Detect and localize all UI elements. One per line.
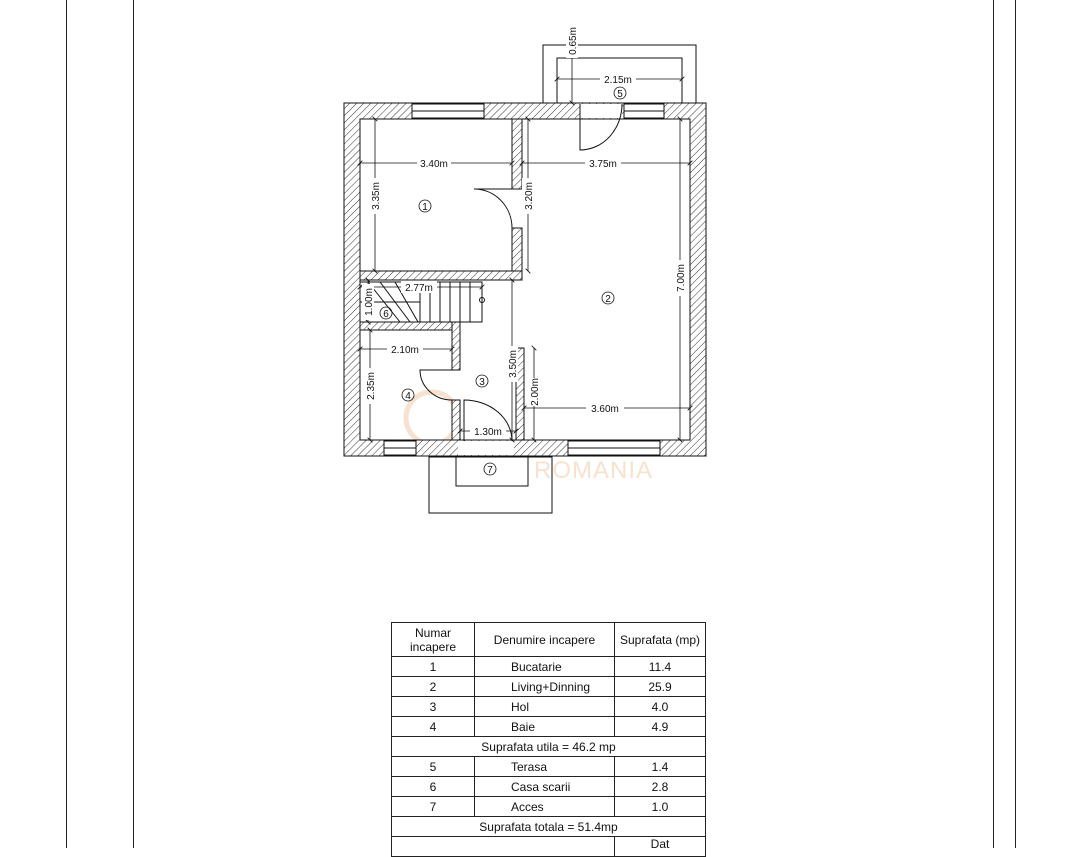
dim-stair-width: 2.77m [405,283,433,294]
partial-cell [392,837,615,857]
header-room-area: Suprafata (mp) [615,623,706,657]
table-header-row [392,623,706,657]
room-area-table [391,622,706,857]
room-area-cell: 25.9 [615,677,706,697]
room-name-cell: Terasa [475,757,615,777]
watermark-text: ROMANIA [534,457,654,484]
total-row [392,817,706,837]
room-4-number: 4 [405,391,411,402]
table-row [392,697,706,717]
room-number-cell: 7 [392,797,475,817]
dim-r4-height: 2.35m [366,372,377,400]
room-name-cell: Hol [475,697,615,717]
room-area-cell: 1.0 [615,797,706,817]
table-row [392,657,706,677]
dim-terrace-width: 2.15m [604,75,632,86]
total-area: Suprafata totala = 51.4mp [392,817,706,837]
dim-r1-height: 3.35m [371,182,382,210]
room-area-cell: 2.8 [615,777,706,797]
room-5-number: 5 [617,89,623,100]
dim-r2-height: 7.00m [676,264,687,292]
room-number-cell: 2 [392,677,475,697]
useful-area-subtotal: Suprafata utila = 46.2 mp [392,737,706,757]
dim-r4-width: 2.10m [391,345,419,356]
room-name-cell: Bucatarie [475,657,615,677]
room-area-cell: 4.9 [615,717,706,737]
table-row [392,717,706,737]
dim-hall-height: 3.50m [508,350,519,378]
room-1-number: 1 [422,202,428,213]
table-row [392,777,706,797]
room-number-cell: 3 [392,697,475,717]
room-number-cell: 6 [392,777,475,797]
dim-r2-width: 3.75m [589,159,617,170]
room-number-cell: 1 [392,657,475,677]
dim-lower-wall: 2.00m [530,378,541,406]
dim-r2-lower-width: 3.60m [591,404,619,415]
room-7-number: 7 [487,465,493,476]
partial-date-cell: Dat [615,837,706,857]
dim-door-gap: 3.20m [524,182,535,210]
room-name-cell: Baie [475,717,615,737]
dim-r1-width: 3.40m [420,159,448,170]
room-name-cell: Living+Dinning [475,677,615,697]
room-number-cell: 4 [392,717,475,737]
subtotal-row [392,737,706,757]
dim-terrace-depth: 0.65m [568,27,579,55]
room-number-cell: 5 [392,757,475,777]
table-row [392,677,706,697]
room-3-number: 3 [479,377,485,388]
room-name-cell: Casa scarii [475,777,615,797]
header-room-name: Denumire incapere [475,623,615,657]
dim-entry-width: 1.30m [474,427,502,438]
table-row-partial [392,837,706,857]
header-room-number: Numar incapere [392,623,475,657]
room-area-cell: 4.0 [615,697,706,717]
room-6-number: 6 [383,309,389,320]
room-area-cell: 11.4 [615,657,706,677]
table-row [392,757,706,777]
room-area-cell: 1.4 [615,757,706,777]
dimension-labels [364,27,687,438]
dim-stair-height: 1.00m [364,288,375,316]
room-2-number: 2 [605,294,611,305]
table-row [392,797,706,817]
room-name-cell: Acces [475,797,615,817]
